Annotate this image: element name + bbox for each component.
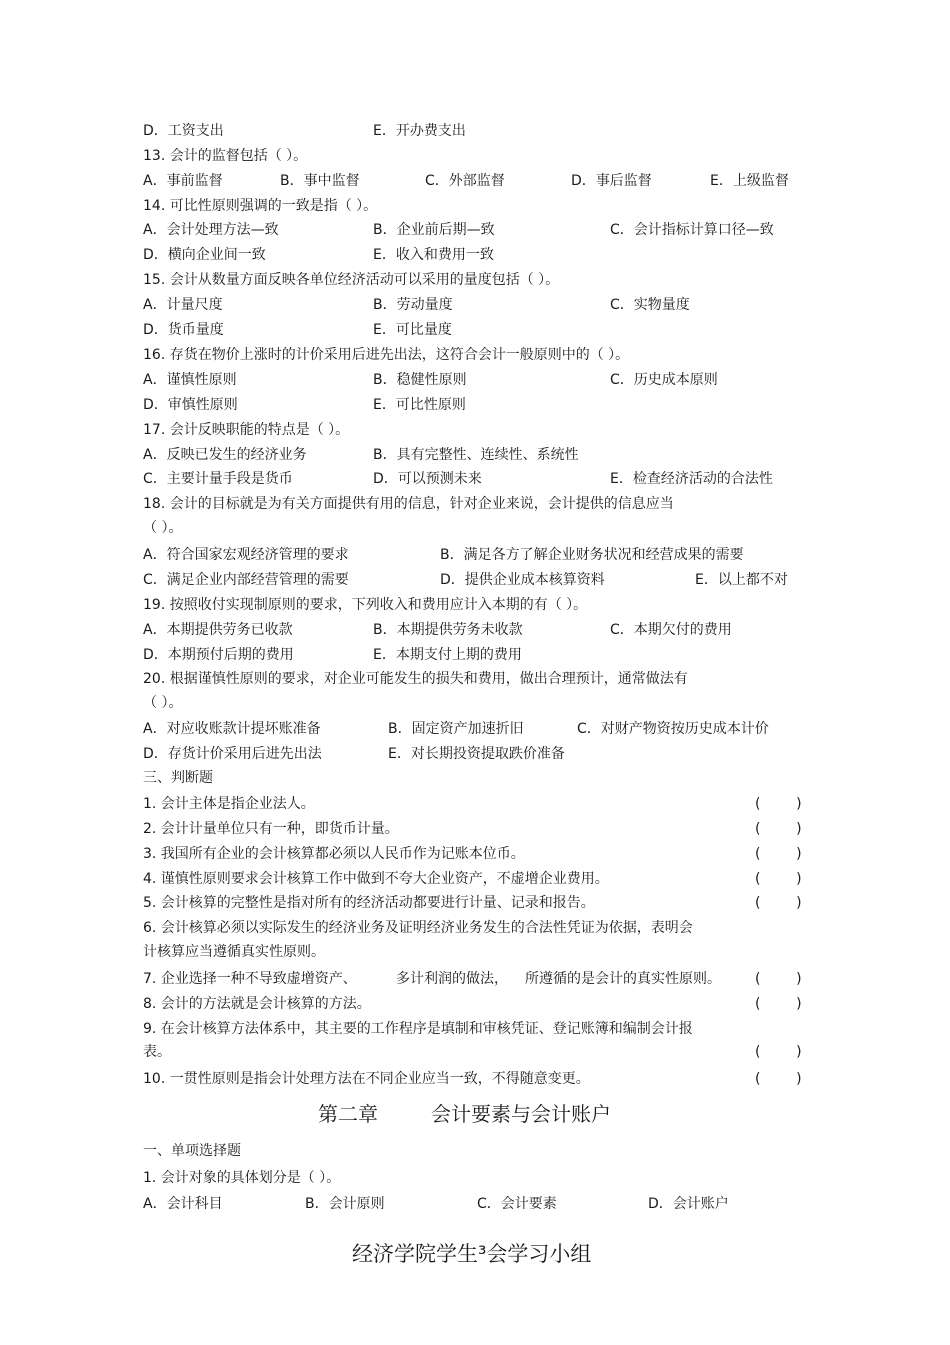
q12-option-e: E．开办费支出 bbox=[373, 123, 466, 139]
judgment-9-continued: 表。 bbox=[143, 1044, 171, 1060]
q18-option-d: D．提供企业成本核算资料 bbox=[440, 572, 605, 588]
judgment-7-part-2: 多计利润的做法， bbox=[396, 971, 508, 987]
q13-option-c: C．外部监督 bbox=[425, 173, 505, 189]
q14-option-d: D．横向企业间一致 bbox=[143, 247, 266, 263]
q16-stem: 16. 存货在物价上涨时的计价采用后进先出法，这符合会计一般原则中的（ ）。 bbox=[143, 347, 630, 363]
q13-option-b: B．事中监督 bbox=[280, 173, 360, 189]
chapter-title: 会计要素与会计账户 bbox=[431, 1102, 611, 1126]
judgment-7-answer-box: ( ) bbox=[755, 971, 802, 987]
q16-option-a: A．谨慎性原则 bbox=[143, 372, 237, 388]
judgment-10-answer-box: ( ) bbox=[755, 1071, 802, 1087]
q20-stem-continued: （ ）。 bbox=[143, 695, 183, 711]
q17-option-d: D．可以预测未来 bbox=[373, 471, 482, 487]
judgment-1: 1. 会计主体是指企业法人。 bbox=[143, 796, 315, 812]
judgment-8-answer-box: ( ) bbox=[755, 996, 802, 1012]
q18-option-a: A．符合国家宏观经济管理的要求 bbox=[143, 547, 349, 563]
q20-option-b: B．固定资产加速折旧 bbox=[388, 721, 524, 737]
q20-option-c: C．对财产物资按历史成本计价 bbox=[577, 721, 769, 737]
section-title-single-choice: 一、单项选择题 bbox=[143, 1143, 241, 1159]
q20-stem: 20. 根据谨慎性原则的要求，对企业可能发生的损失和费用，做出合理预计，通常做法有 bbox=[143, 671, 688, 687]
q17-option-c: C．主要计量手段是货币 bbox=[143, 471, 293, 487]
judgment-1-answer-box: ( ) bbox=[755, 796, 802, 812]
q19-stem: 19. 按照收付实现制原则的要求，下列收入和费用应计入本期的有（ ）。 bbox=[143, 597, 588, 613]
q18-option-b: B．满足各方了解企业财务状况和经营成果的需要 bbox=[440, 547, 744, 563]
section-title-judgment: 三、判断题 bbox=[143, 770, 213, 786]
q16-option-b: B．稳健性原则 bbox=[373, 372, 467, 388]
q15-option-e: E．可比量度 bbox=[373, 322, 452, 338]
q14-stem: 14. 可比性原则强调的一致是指（ ）。 bbox=[143, 198, 378, 214]
judgment-2: 2. 会计计量单位只有一种，即货币计量。 bbox=[143, 821, 399, 837]
q15-option-c: C．实物量度 bbox=[610, 297, 690, 313]
judgment-6-continued: 计核算应当遵循真实性原则。 bbox=[143, 944, 325, 960]
c2-q1-stem: 1. 会计对象的具体划分是（ ）。 bbox=[143, 1170, 341, 1186]
q14-option-b: B．企业前后期—致 bbox=[373, 222, 495, 238]
q17-stem: 17. 会计反映职能的特点是（ ）。 bbox=[143, 422, 350, 438]
q19-option-d: D．本期预付后期的费用 bbox=[143, 647, 294, 663]
judgment-4-answer-box: ( ) bbox=[755, 871, 802, 887]
q16-option-d: D．审慎性原则 bbox=[143, 397, 238, 413]
judgment-9: 9. 在会计核算方法体系中，其主要的工作程序是填制和审核凭证、登记账簿和编制会计报 bbox=[143, 1021, 693, 1037]
q15-option-a: A．计量尺度 bbox=[143, 297, 223, 313]
c2-q1-option-d: D．会计账户 bbox=[648, 1196, 729, 1212]
q17-option-a: A．反映已发生的经济业务 bbox=[143, 447, 307, 463]
judgment-7-part-3: 所遵循的是会计的真实性原则。 bbox=[525, 971, 721, 987]
q14-option-c: C．会计指标计算口径—致 bbox=[610, 222, 774, 238]
q15-stem: 15. 会计从数量方面反映各单位经济活动可以采用的量度包括（ ）。 bbox=[143, 272, 560, 288]
q20-option-d: D．存货计价采用后进先出法 bbox=[143, 746, 322, 762]
judgment-10: 10. 一贯性原则是指会计处理方法在不同企业应当一致，不得随意变更。 bbox=[143, 1071, 590, 1087]
q19-option-e: E．本期支付上期的费用 bbox=[373, 647, 522, 663]
q13-option-d: D．事后监督 bbox=[571, 173, 652, 189]
judgment-5: 5. 会计核算的完整性是指对所有的经济活动都要进行计量、记录和报告。 bbox=[143, 895, 595, 911]
q13-option-a: A．事前监督 bbox=[143, 173, 223, 189]
q18-option-c: C．满足企业内部经营管理的需要 bbox=[143, 572, 349, 588]
q14-option-a: A．会计处理方法—致 bbox=[143, 222, 279, 238]
q13-option-e: E．上级监督 bbox=[710, 173, 789, 189]
judgment-3-answer-box: ( ) bbox=[755, 846, 802, 862]
judgment-4: 4. 谨慎性原则要求会计核算工作中做到不夸大企业资产，不虚增企业费用。 bbox=[143, 871, 609, 887]
q20-option-a: A．对应收账款计提坏账准备 bbox=[143, 721, 321, 737]
q19-option-b: B．本期提供劳务未收款 bbox=[373, 622, 523, 638]
q18-stem: 18. 会计的目标就是为有关方面提供有用的信息，针对企业来说，会计提供的信息应当 bbox=[143, 496, 674, 512]
judgment-8: 8. 会计的方法就是会计核算的方法。 bbox=[143, 996, 371, 1012]
q16-option-e: E．可比性原则 bbox=[373, 397, 466, 413]
q13-stem: 13. 会计的监督包括（ ）。 bbox=[143, 148, 308, 164]
judgment-5-answer-box: ( ) bbox=[755, 895, 802, 911]
judgment-6: 6. 会计核算必须以实际发生的经济业务及证明经济业务发生的合法性凭证为依据，表明会 bbox=[143, 920, 693, 936]
c2-q1-option-b: B．会计原则 bbox=[305, 1196, 385, 1212]
chapter-number: 第二章 bbox=[318, 1102, 378, 1126]
q12-option-d: D．工资支出 bbox=[143, 123, 224, 139]
judgment-3: 3. 我国所有企业的会计核算都必须以人民币作为记账本位币。 bbox=[143, 846, 525, 862]
q18-option-e: E．以上都不对 bbox=[695, 572, 788, 588]
q19-option-a: A．本期提供劳务已收款 bbox=[143, 622, 293, 638]
judgment-2-answer-box: ( ) bbox=[755, 821, 802, 837]
judgment-9-answer-box: ( ) bbox=[755, 1044, 802, 1060]
q18-stem-continued: （ ）。 bbox=[143, 520, 183, 536]
q17-option-e: E．检查经济活动的合法性 bbox=[610, 471, 773, 487]
judgment-7-part-1: 7. 企业选择一种不导致虚增资产、 bbox=[143, 971, 357, 987]
q17-option-b: B．具有完整性、连续性、系统性 bbox=[373, 447, 579, 463]
q15-option-b: B．劳动量度 bbox=[373, 297, 453, 313]
q19-option-c: C．本期欠付的费用 bbox=[610, 622, 732, 638]
c2-q1-option-c: C．会计要素 bbox=[477, 1196, 557, 1212]
c2-q1-option-a: A．会计科目 bbox=[143, 1196, 223, 1212]
q15-option-d: D．货币量度 bbox=[143, 322, 224, 338]
q14-option-e: E．收入和费用一致 bbox=[373, 247, 494, 263]
q20-option-e: E．对长期投资提取跌价准备 bbox=[388, 746, 565, 762]
page-footer: 经济学院学生³会学习小组 bbox=[352, 1242, 592, 1266]
q16-option-c: C．历史成本原则 bbox=[610, 372, 718, 388]
